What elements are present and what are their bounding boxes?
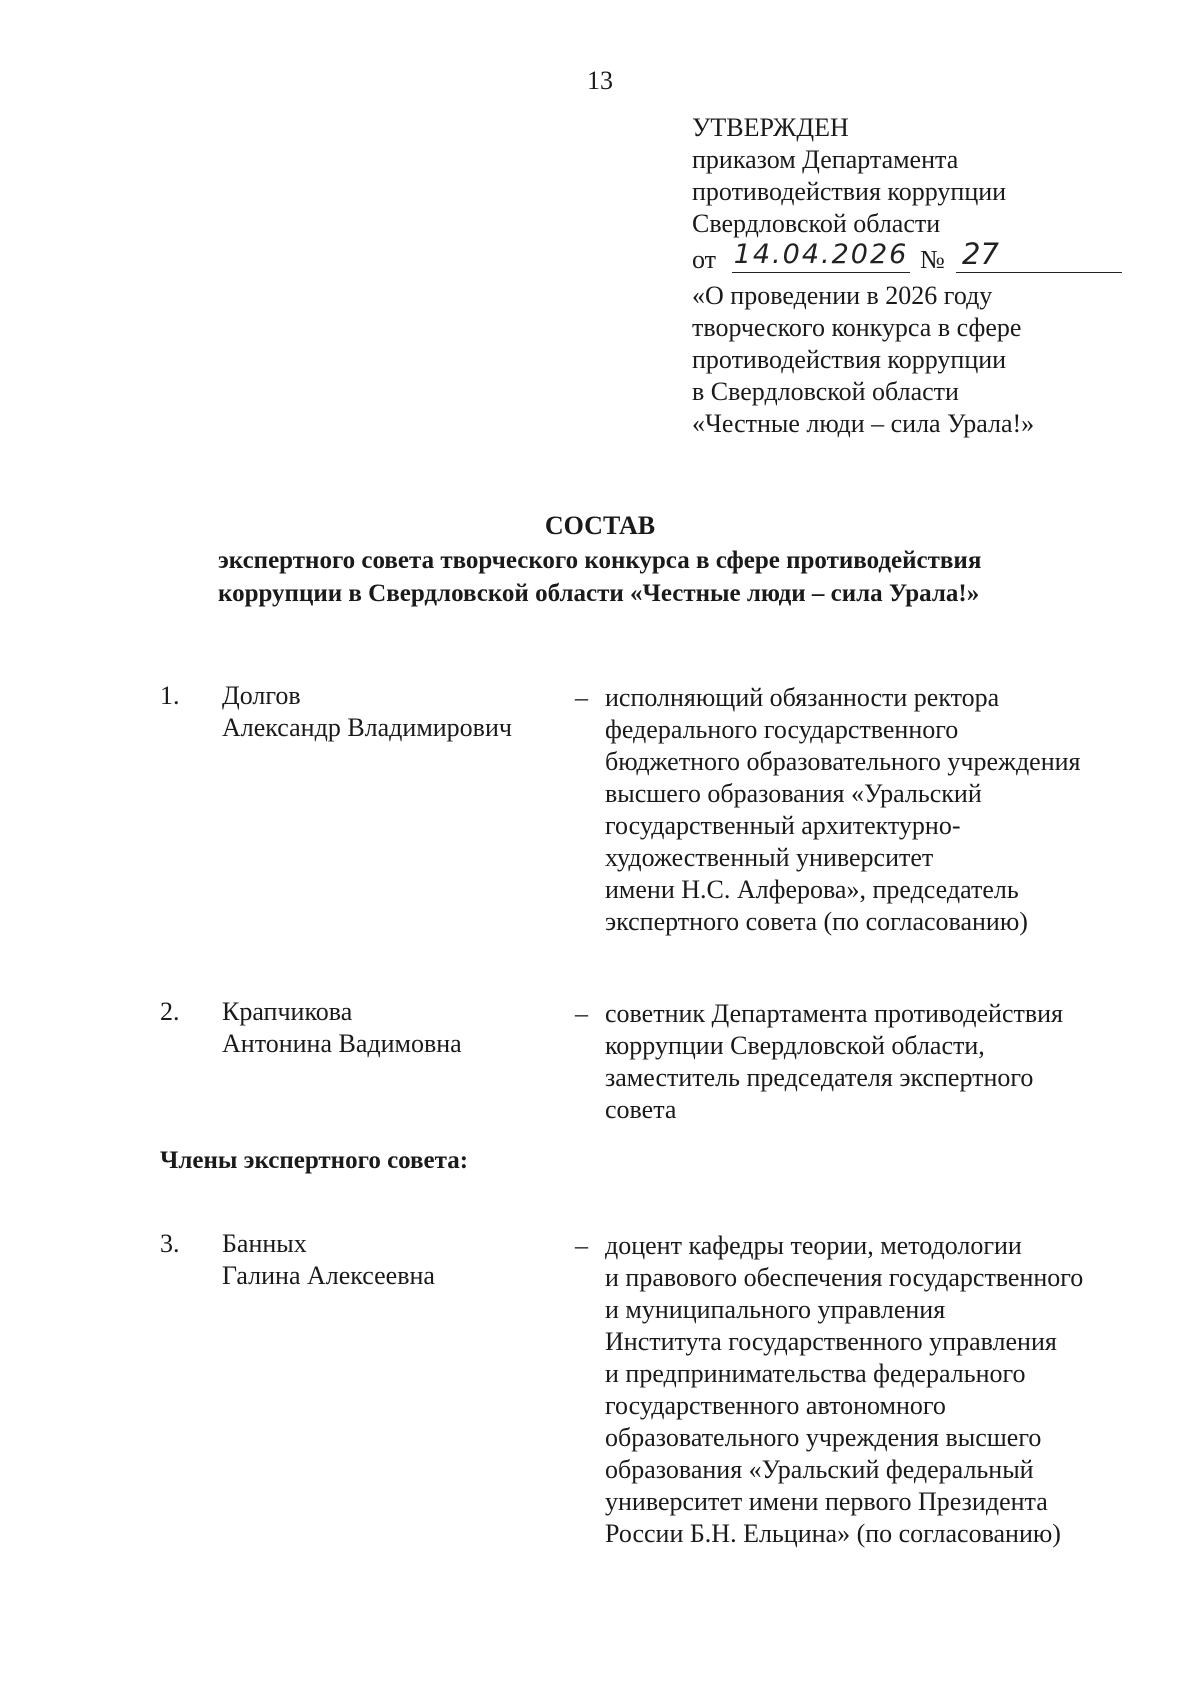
description-line: государственного автономного xyxy=(605,1391,946,1420)
member-number: 1. xyxy=(160,681,180,710)
members-heading: Члены экспертного совета: xyxy=(160,1147,469,1174)
member-given-names: Антонина Вадимовна xyxy=(222,1029,462,1058)
document-title: СОСТАВ xyxy=(544,511,656,540)
page-number: 13 xyxy=(587,66,613,95)
handwritten-date: 14.04.2026 xyxy=(732,238,910,273)
member-given-names: Александр Владимирович xyxy=(222,713,512,742)
description-line: бюджетного образовательного учреждения xyxy=(605,747,1081,776)
description-line: России Б.Н. Ельцина» (по согласованию) xyxy=(605,1519,1061,1548)
member-description xyxy=(605,1230,1165,1550)
description-line: исполняющий обязанности ректора xyxy=(605,683,1000,712)
member-dash: – xyxy=(575,1231,588,1260)
description-line: художественный университет xyxy=(605,843,934,872)
order-date-line xyxy=(692,237,1132,280)
member-dash: – xyxy=(575,683,588,712)
description-line: университет имени первого Президента xyxy=(605,1487,1048,1516)
document-subtitle xyxy=(218,544,1118,610)
approval-line: приказом Департамента xyxy=(692,145,959,174)
member-surname: Банных xyxy=(222,1229,307,1258)
member-description xyxy=(605,998,1165,1126)
description-line: образовательного учреждения высшего xyxy=(605,1423,1042,1452)
member-surname: Крапчикова xyxy=(222,997,353,1026)
member-description xyxy=(605,682,1165,938)
member-dash: – xyxy=(575,999,588,1028)
member-name xyxy=(222,1228,572,1292)
approval-line: Свердловской области xyxy=(692,209,941,238)
description-line: доцент кафедры теории, методологии xyxy=(605,1231,1022,1260)
approval-line: противодействия коррупции xyxy=(692,177,1007,206)
member-name xyxy=(222,680,572,744)
description-line: государственный архитектурно- xyxy=(605,811,961,840)
approval-line: УТВЕРЖДЕН xyxy=(692,113,849,142)
description-line: и предпринимательства федерального xyxy=(605,1359,1026,1388)
description-line: экспертного совета (по согласованию) xyxy=(605,907,1028,936)
approval-block xyxy=(692,112,1132,440)
description-line: Института государственного управления xyxy=(605,1327,1057,1356)
date-prefix: от xyxy=(692,245,717,274)
member-number: 3. xyxy=(160,1229,180,1258)
member-given-names: Галина Алексеевна xyxy=(222,1261,435,1290)
description-line: заместитель председателя экспертного xyxy=(605,1063,1034,1092)
subtitle-line: экспертного совета творческого конкурса в сфере противодействия xyxy=(218,547,982,574)
description-line: образования «Уральский федеральный xyxy=(605,1455,1034,1484)
number-prefix: № xyxy=(920,245,945,274)
description-line: федерального государственного xyxy=(605,715,959,744)
description-line: совета xyxy=(605,1095,677,1124)
description-line: коррупции Свердловской области, xyxy=(605,1031,985,1060)
member-name xyxy=(222,996,572,1060)
approval-line: в Свердловской области xyxy=(692,377,959,406)
description-line: высшего образования «Уральский xyxy=(605,779,982,808)
approval-line: противодействия коррупции xyxy=(692,345,1007,374)
description-line: имени Н.С. Алферова», председатель xyxy=(605,875,1019,904)
member-number: 2. xyxy=(160,997,180,1026)
handwritten-number: 27 xyxy=(956,236,1122,273)
approval-line: творческого конкурса в сфере xyxy=(692,313,1022,342)
approval-line: «Честные люди – сила Урала!» xyxy=(692,409,1035,438)
member-surname: Долгов xyxy=(222,681,301,710)
description-line: и муниципального управления xyxy=(605,1295,946,1324)
approval-line: «О проведении в 2026 году xyxy=(692,281,993,310)
subtitle-line: коррупции в Свердловской области «Честные люди – сила Урала!» xyxy=(218,580,980,607)
description-line: советник Департамента противодействия xyxy=(605,999,1064,1028)
description-line: и правового обеспечения государственного xyxy=(605,1263,1084,1292)
